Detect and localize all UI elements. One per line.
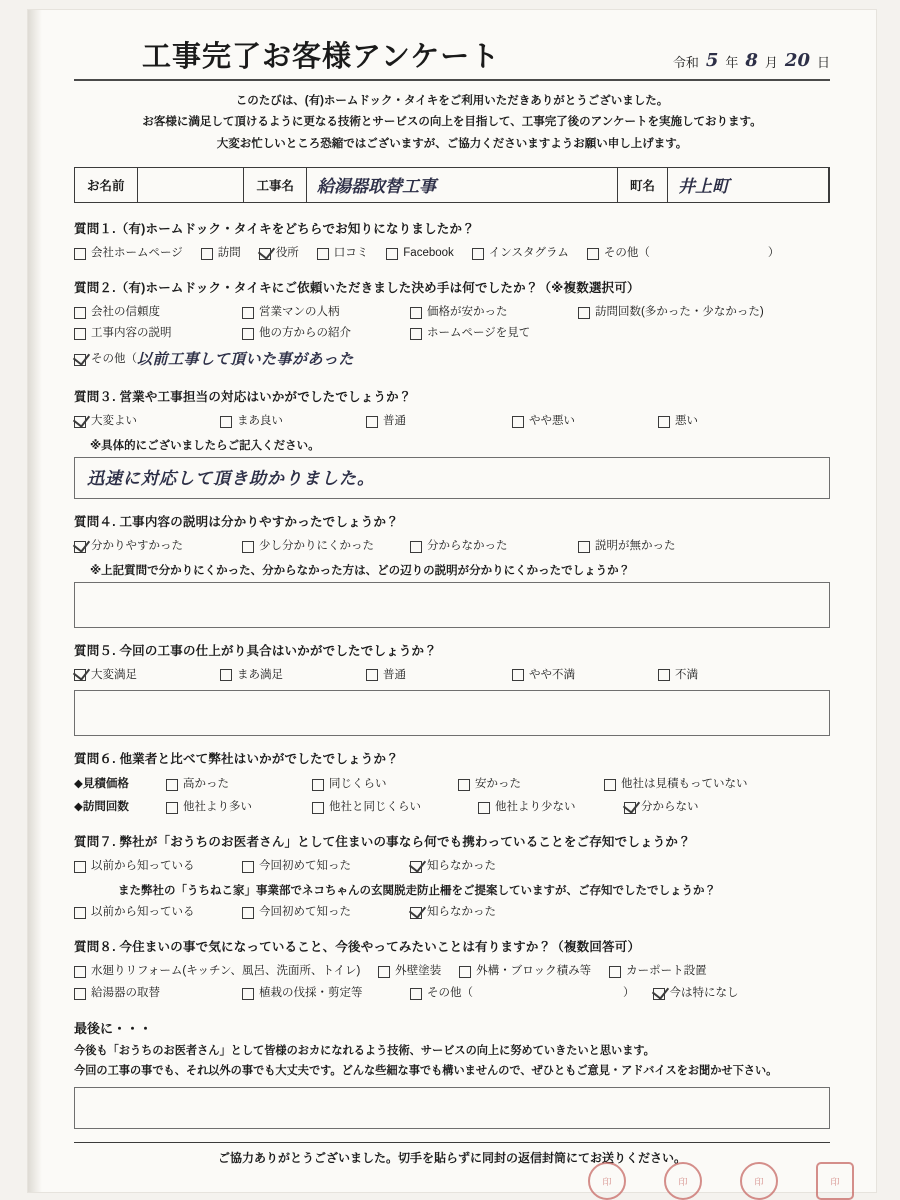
q7b-option-2[interactable] (410, 902, 496, 924)
q3-label-0: 大変よい (91, 414, 137, 427)
question-2-title: 質問２.（有)ホームドック・タイキにご依頼いただきました決め手は何でしたか？（※複数選択可） (74, 280, 640, 295)
q7-option-0[interactable] (74, 856, 224, 878)
q6r1-option-2[interactable] (478, 796, 606, 819)
checkbox-icon[interactable] (366, 416, 378, 428)
question-1-title: 質問１.（有)ホームドック・タイキをどちらでお知りになりましたか？ (74, 221, 475, 236)
closing-line-1: 今後も「おうちのお医者さん」として皆様のおカになれるよう技術、サービスの向上に努めていきたいと思います。 (74, 1044, 655, 1057)
q7b-label-2: 知らなかった (427, 906, 496, 919)
q7-option-1[interactable] (242, 856, 392, 878)
checkbox-icon[interactable] (312, 802, 324, 814)
q3-label-1: まあ良い (237, 414, 283, 427)
q5-option-3[interactable] (512, 665, 640, 687)
question-8-title: 質問８. 今住まいの事で気になっていること、今後やってみたいことは有りますか？（複数回答可） (74, 940, 641, 955)
q8-label-3: カーポート設置 (626, 965, 707, 978)
q5-label-1: まあ満足 (237, 668, 283, 681)
checkbox-icon[interactable] (410, 988, 422, 1000)
seal-square-1-icon: 印 (816, 1162, 854, 1200)
q8-label-4: 給湯器の取替 (91, 986, 160, 999)
q4-option-2[interactable] (410, 536, 560, 558)
seal-round-2-icon: 印 (664, 1162, 702, 1200)
q8-label-7: 今は特になし (669, 986, 739, 999)
q8-label-1: 外壁塗装 (395, 965, 442, 978)
q6r1-label-1: 他社と同じくらい (329, 801, 421, 814)
q6r0-label-2: 安かった (475, 778, 521, 791)
q6-row-visits (74, 796, 830, 819)
question-1-options (74, 243, 830, 265)
q5-label-4: 不満 (675, 668, 698, 681)
q1-label-4: Facebook (403, 246, 454, 259)
checkbox-icon[interactable] (74, 541, 86, 553)
question-4-note: ※上記質問で分かりにくかった、分からなかった方は、どの辺りの説明が分かりにくかったでしょうか？ (90, 564, 631, 577)
q8-option-5[interactable] (242, 983, 392, 1005)
q8-option-7[interactable] (653, 983, 739, 1005)
q7b-label-0: 以前から知っている (91, 906, 195, 919)
checkbox-icon[interactable] (587, 248, 599, 260)
checkbox-icon[interactable] (74, 669, 86, 681)
question-6-rows (74, 773, 830, 819)
checkbox-icon[interactable] (74, 328, 86, 340)
q8-label-5: 植栽の伐採・剪定等 (259, 986, 363, 999)
question-3 (74, 387, 830, 499)
question-2-options (74, 302, 830, 374)
q4-option-1[interactable] (242, 536, 392, 558)
q1-option-4[interactable] (386, 243, 454, 265)
q3-option-2[interactable] (366, 411, 494, 433)
q7b-option-1[interactable] (242, 902, 392, 924)
customer-info-row (74, 167, 830, 203)
q1-option-6[interactable] (587, 243, 780, 265)
q7b-option-0[interactable] (74, 902, 224, 924)
q3-option-4[interactable] (658, 411, 698, 433)
q1-label-5: インスタグラム (488, 246, 569, 259)
closing-title: 最後に・・・ (74, 1020, 153, 1036)
town-label: 町名 (618, 168, 668, 202)
q6r1-option-1[interactable] (312, 796, 460, 819)
seal-round-1-icon: 印 (588, 1162, 626, 1200)
question-5 (74, 641, 830, 737)
question-5-title: 質問５. 今回の工事の仕上がり具合はいかがでしたでしょうか？ (74, 643, 437, 658)
q6r1-option-0[interactable] (166, 796, 294, 819)
checkbox-icon[interactable] (578, 307, 590, 319)
q6r1-option-3[interactable] (624, 796, 699, 819)
q1-label-6: その他（ (603, 246, 650, 259)
q6-row-estimate (74, 773, 830, 796)
checkbox-icon[interactable] (609, 966, 621, 978)
q3-label-2: 普通 (383, 414, 406, 427)
checkbox-icon[interactable] (74, 248, 86, 260)
intro-line-3: 大変お忙しいところ恐縮ではございますが、ご協力くださいますようお願い申し上げます。 (216, 137, 688, 150)
checkbox-icon[interactable] (624, 802, 636, 814)
q8-option-6[interactable] (410, 983, 635, 1005)
paper-sheet (28, 10, 876, 1192)
q2-label-3: 訪問回数(多かった・少なかった) (595, 305, 764, 318)
work-value[interactable]: 給湯器取替工事 (307, 168, 618, 202)
date-field (673, 50, 830, 71)
question-5-answer-box[interactable] (74, 690, 830, 736)
question-7-title: 質問７. 弊社が「おうちのお医者さん」として住まいの事なら何でも携わっていることをご存知でしょうか？ (74, 835, 691, 850)
question-8 (74, 937, 830, 1005)
q2-option-6[interactable] (410, 323, 560, 345)
question-6-title: 質問６. 他業者と比べて弊社はいかがでしたでしょうか？ (74, 752, 399, 767)
q3-option-0[interactable] (74, 411, 202, 433)
checkbox-icon[interactable] (74, 966, 86, 978)
checkbox-icon[interactable] (242, 541, 254, 553)
checkbox-icon[interactable] (242, 328, 254, 340)
checkbox-icon[interactable] (410, 328, 422, 340)
q3-option-3[interactable] (512, 411, 640, 433)
date-month-value: 8 (745, 50, 758, 71)
checkbox-icon[interactable] (166, 779, 178, 791)
question-7-subtitle: また弊社の「うちねこ家」事業部でネコちゃんの玄関脱走防止柵をご提案していますが、ご存知でしたでしょうか？ (118, 885, 716, 898)
checkbox-icon[interactable] (658, 416, 670, 428)
q3-option-1[interactable] (220, 411, 348, 433)
checkbox-icon[interactable] (378, 966, 390, 978)
q7-label-1: 今回初めて知った (259, 860, 351, 873)
q8-option-2[interactable] (459, 961, 591, 983)
q6r0-option-2[interactable] (458, 773, 586, 796)
closing-line-2: 今回の工事の事でも、それ以外の事でも大丈夫です。どんな些細な事でも構いませんので、ぜひともご意見・アドバイスをお聞かせ下さい。 (74, 1064, 778, 1077)
q5-option-1[interactable] (220, 665, 348, 687)
closing-section (74, 1018, 830, 1129)
q4-label-0: 分かりやすかった (91, 539, 183, 552)
question-2 (74, 278, 830, 374)
q1-option-2[interactable] (259, 243, 299, 265)
q4-option-3[interactable] (578, 536, 676, 558)
q5-label-3: やや不満 (529, 668, 575, 681)
q2-label-4: 工事内容の説明 (91, 327, 172, 340)
q2-option-2[interactable] (410, 302, 560, 324)
question-4-title: 質問４. 工事内容の説明は分かりやすかったでしょうか？ (74, 514, 399, 529)
q1-label-3: 口コミ (333, 246, 369, 259)
q4-option-0[interactable] (74, 536, 224, 558)
checkbox-icon[interactable] (74, 907, 86, 919)
checkbox-icon[interactable] (220, 669, 232, 681)
q8-trailing-paren: ） (623, 986, 635, 999)
checkbox-icon[interactable] (242, 988, 254, 1000)
checkbox-icon[interactable] (478, 802, 490, 814)
q1-option-0[interactable] (74, 243, 183, 265)
question-3-answer-text: 迅速に対応して頂き助かりました。 (87, 468, 375, 489)
q7-option-2[interactable] (410, 856, 496, 878)
checkbox-icon[interactable] (366, 669, 378, 681)
year-label: 年 (725, 55, 739, 70)
seal-group (588, 1162, 854, 1200)
q8-label-6: その他（ (427, 986, 473, 999)
date-year-value: 5 (705, 50, 719, 71)
document-header (74, 34, 830, 77)
q5-label-0: 大変満足 (91, 668, 137, 681)
checkbox-icon[interactable] (74, 416, 86, 428)
q6r0-option-0[interactable] (166, 773, 294, 796)
checkbox-icon[interactable] (658, 669, 670, 681)
q8-option-1[interactable] (378, 961, 441, 983)
work-label: 工事名 (244, 168, 307, 202)
q7-label-2: 知らなかった (427, 860, 496, 873)
q2-option-3[interactable] (578, 302, 764, 324)
q2-label-1: 営業マンの人柄 (259, 305, 340, 318)
month-label: 月 (764, 55, 778, 70)
q1-label-2: 役所 (275, 246, 299, 259)
question-5-options (74, 665, 830, 687)
q2-handwritten-answer: 以前工事して頂いた事があった (137, 350, 354, 369)
q2-label-5: 他の方からの紹介 (259, 327, 351, 340)
checkbox-icon[interactable] (242, 861, 254, 873)
checkbox-icon[interactable] (512, 416, 524, 428)
question-4 (74, 512, 830, 628)
q6r1-label-0: 他社より多い (183, 801, 252, 814)
checkbox-icon[interactable] (317, 248, 329, 260)
checkbox-icon[interactable] (242, 907, 254, 919)
checkbox-icon[interactable] (312, 779, 324, 791)
q6r1-label-3: 分からない (641, 801, 699, 814)
q8-option-3[interactable] (609, 961, 707, 983)
intro-text (74, 91, 830, 155)
q5-option-2[interactable] (366, 665, 494, 687)
question-7-options (74, 856, 830, 878)
checkbox-icon[interactable] (410, 907, 422, 919)
intro-line-2: お客様に満足して頂けるように更なる技術とサービスの向上を目指して、工事完了後のアンケートを実施しております。 (142, 116, 762, 129)
q3-label-3: やや悪い (529, 414, 575, 427)
q8-label-2: 外構・ブロック積み等 (476, 965, 592, 978)
q1-option-3[interactable] (317, 243, 369, 265)
closing-answer-box[interactable] (74, 1087, 830, 1129)
q7b-label-1: 今回初めて知った (259, 906, 351, 919)
question-3-note: ※具体的にございましたらご記入ください。 (90, 439, 320, 452)
name-label: お名前 (75, 168, 138, 202)
checkbox-icon[interactable] (512, 669, 524, 681)
title-divider (74, 79, 830, 81)
question-3-answer-box[interactable] (74, 457, 830, 499)
date-day-value: 20 (784, 50, 810, 71)
checkbox-icon[interactable] (166, 802, 178, 814)
checkbox-icon[interactable] (459, 966, 471, 978)
q2-label-2: 価格が安かった (427, 305, 508, 318)
q6-row-1-label: ◆訪問回数 (74, 801, 129, 814)
q1-trailing-paren: ） (767, 246, 780, 259)
question-3-options (74, 411, 830, 433)
q6-row-0-label: ◆見積価格 (74, 778, 129, 791)
q8-option-0[interactable] (74, 961, 360, 983)
q6r0-option-3[interactable] (604, 773, 748, 796)
town-value[interactable]: 井上町 (668, 168, 829, 202)
era-label: 令和 (672, 55, 699, 70)
question-3-title: 質問３. 営業や工事担当の対応はいかがでしたでしょうか？ (74, 389, 412, 404)
q2-label-7: その他（ (91, 352, 137, 365)
q2-option-0[interactable] (74, 302, 224, 324)
checkbox-icon[interactable] (386, 248, 398, 260)
q8-option-4[interactable] (74, 983, 224, 1005)
q6r0-label-0: 高かった (183, 778, 229, 791)
q2-option-4[interactable] (74, 323, 224, 345)
q2-label-6: ホームページを見て (427, 327, 531, 340)
q2-option-5[interactable] (242, 323, 392, 345)
name-input[interactable] (138, 168, 245, 202)
q6r1-label-2: 他社より少ない (495, 801, 576, 814)
q2-option-1[interactable] (242, 302, 392, 324)
checkbox-icon[interactable] (242, 307, 254, 319)
document-title: 工事完了お客様アンケート (142, 39, 501, 73)
q8-label-0: 水廻りリフォーム(キッチン、風呂、洗面所、トイレ) (91, 965, 361, 978)
question-1 (74, 219, 830, 265)
checkbox-icon[interactable] (74, 861, 86, 873)
q7-label-0: 以前から知っている (91, 860, 195, 873)
checkbox-icon[interactable] (410, 541, 422, 553)
q3-label-4: 悪い (675, 414, 698, 427)
q1-label-0: 会社ホームページ (91, 246, 183, 259)
checkbox-icon[interactable] (259, 248, 271, 260)
checkbox-icon[interactable] (410, 861, 422, 873)
question-8-options (74, 961, 830, 1005)
q1-option-1[interactable] (201, 243, 241, 265)
question-4-answer-box[interactable] (74, 582, 830, 628)
checkbox-icon[interactable] (472, 248, 484, 260)
checkbox-icon[interactable] (201, 248, 213, 260)
q6r0-label-1: 同じくらい (329, 778, 387, 791)
question-7-options-2 (74, 902, 830, 924)
q4-label-2: 分からなかった (427, 539, 508, 552)
checkbox-icon[interactable] (220, 416, 232, 428)
q5-option-0[interactable] (74, 665, 202, 687)
question-7 (74, 832, 830, 924)
question-4-options (74, 536, 830, 558)
q5-label-2: 普通 (383, 668, 406, 681)
thanks-message: ご協力ありがとうございました。切手を貼らずに同封の返信封筒にてお送りください。 (74, 1142, 830, 1166)
q1-option-5[interactable] (472, 243, 569, 265)
checkbox-icon[interactable] (578, 541, 590, 553)
intro-line-1: このたびは、(有)ホームドック・タイキをご利用いただきありがとうございました。 (235, 95, 669, 107)
day-label: 日 (816, 55, 830, 70)
checkbox-icon[interactable] (74, 307, 86, 319)
q6r0-option-1[interactable] (312, 773, 440, 796)
q1-label-1: 訪問 (217, 246, 241, 259)
checkbox-icon[interactable] (74, 354, 86, 366)
checkbox-icon[interactable] (458, 779, 470, 791)
seal-round-3-icon: 印 (740, 1162, 778, 1200)
q4-label-3: 説明が無かった (595, 539, 676, 552)
q2-option-7[interactable] (74, 345, 354, 374)
q2-label-0: 会社の信頼度 (91, 305, 160, 318)
q5-option-4[interactable] (658, 665, 698, 687)
checkbox-icon[interactable] (604, 779, 616, 791)
q4-label-1: 少し分かりにくかった (259, 539, 374, 552)
question-6 (74, 749, 830, 819)
q6r0-label-3: 他社は見積もっていない (621, 778, 748, 791)
checkbox-icon[interactable] (653, 988, 665, 1000)
checkbox-icon[interactable] (74, 988, 86, 1000)
checkbox-icon[interactable] (410, 307, 422, 319)
